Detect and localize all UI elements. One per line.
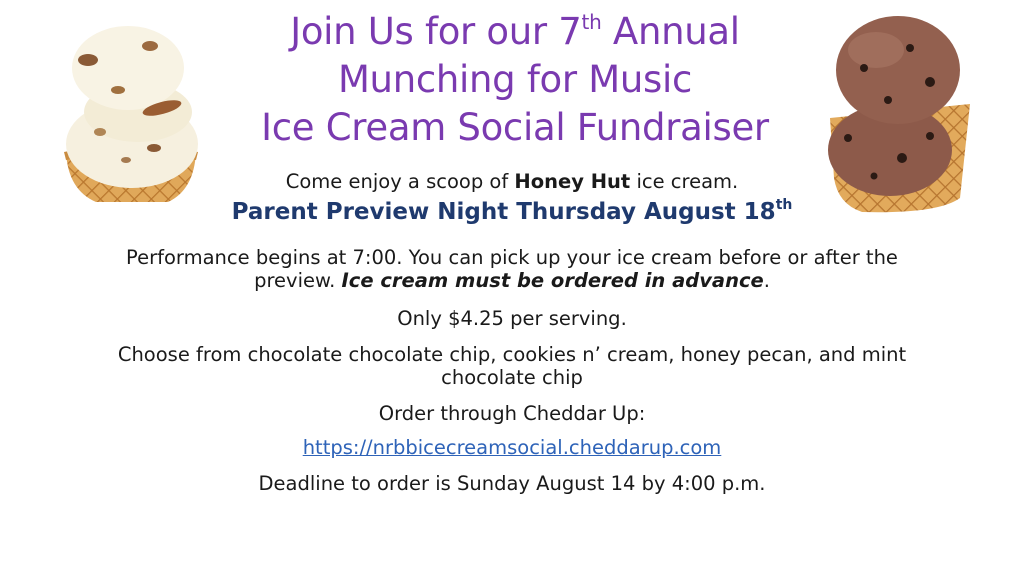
- order-link-row: [60, 436, 964, 459]
- performance-text: Performance begins at 7:00. You can pick up your ice cream before or after the preview. Ice cream must be ordered in advance.: [126, 246, 898, 292]
- brand-name: Honey Hut: [514, 170, 631, 193]
- event-title: [200, 8, 830, 152]
- deadline-text: Deadline to order is Sunday August 14 by 4:00 p.m.: [258, 472, 766, 495]
- title-line-2: Munching for Music: [337, 58, 693, 101]
- performance-line-1: Performance begins at 7:00. You can pick up your ice cream before or after the: [126, 246, 898, 269]
- intro-text: Come enjoy a scoop of Honey Hut ice cream.: [285, 170, 739, 193]
- preview-night-heading: Parent Preview Night Thursday August 18th: [231, 197, 793, 225]
- order-link[interactable]: https://nrbbicecreamsocial.cheddarup.com: [302, 436, 722, 459]
- title-ordinal-suffix: th: [581, 10, 602, 34]
- flavors-text: Choose from chocolate chocolate chip, cookies n’ cream, honey pecan, and mint chocolate chip: [117, 343, 907, 389]
- order-in-advance-notice: Ice cream must be ordered in advance: [341, 269, 764, 292]
- preview-date-suffix: th: [775, 197, 793, 213]
- order-label: Order through Cheddar Up:: [378, 402, 646, 425]
- price-text: Only $4.25 per serving.: [397, 307, 627, 330]
- title-line-3: Ice Cream Social Fundraiser: [261, 106, 769, 149]
- title-line-1: Join Us for our 7th Annual: [290, 10, 740, 53]
